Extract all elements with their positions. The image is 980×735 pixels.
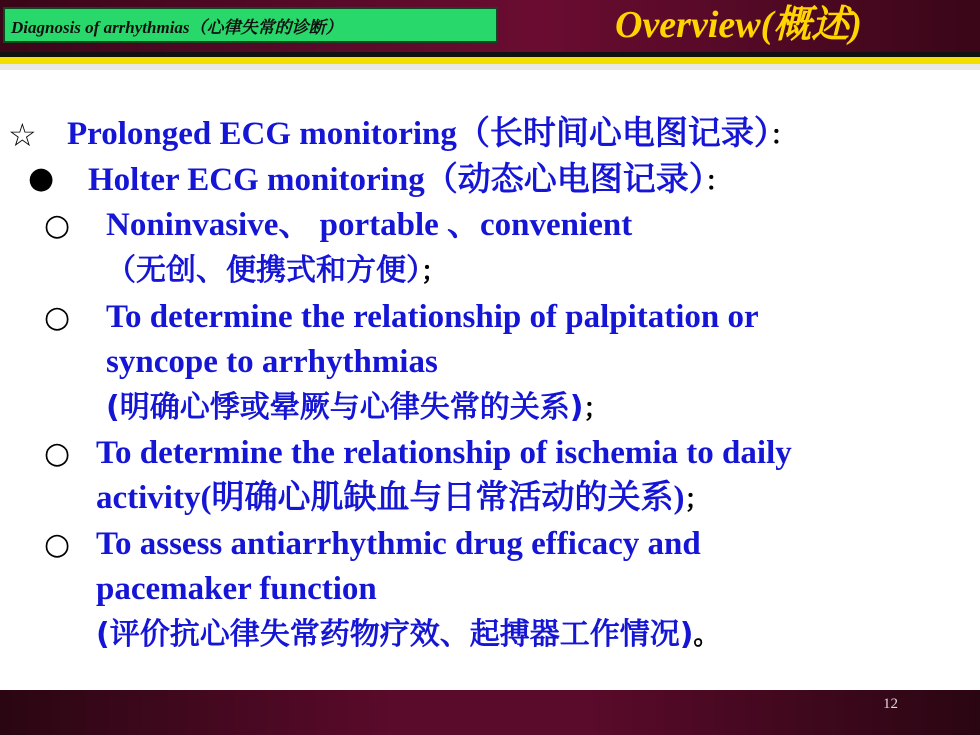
heading-colon: ： xyxy=(705,167,732,197)
circle-bullet-icon: ○ xyxy=(44,208,71,243)
point-end-mark: ； xyxy=(583,394,610,424)
point-text: To assess antiarrhythmic drug efficacy and xyxy=(96,526,701,562)
point-text-cn xyxy=(106,248,447,294)
point-text-cn-body: (评价抗心律失常药物疗效、起搏器工作情况) xyxy=(96,617,694,652)
heading-colon: ： xyxy=(770,121,797,151)
point-text: To determine the relationship of ischemia to daily xyxy=(96,435,792,471)
section-tag: Diagnosis of arrhythmias（心律失常的诊断） xyxy=(3,7,498,43)
page-number: 12 xyxy=(883,696,898,712)
point-text-body: activity(明确心肌缺血与日常活动的关系) xyxy=(96,480,685,516)
point-text: syncope to arrhythmias xyxy=(106,344,438,380)
bullet-heading-prolonged xyxy=(67,112,796,158)
point-text: pacemaker function xyxy=(96,571,377,607)
point-text-cn xyxy=(106,385,609,431)
slide-title: Overview(概述) xyxy=(615,4,862,46)
point-end-mark: ； xyxy=(684,485,711,515)
circle-bullet-icon: ○ xyxy=(44,300,71,335)
circle-bullet-icon: ○ xyxy=(44,527,71,562)
bullet-heading-holter xyxy=(88,158,731,204)
point-end-mark: ； xyxy=(421,257,448,287)
footer-band xyxy=(0,690,980,735)
star-bullet-icon: ☆ xyxy=(8,116,37,154)
header-band xyxy=(0,0,980,52)
point-text-cn xyxy=(96,612,719,658)
point-text-cn-body: （无创、便携式和方便） xyxy=(106,253,421,288)
point-text: Noninvasive、 portable 、convenient xyxy=(106,207,633,243)
slide-body xyxy=(0,70,980,690)
circle-bullet-icon: ○ xyxy=(44,436,71,471)
point-text: To determine the relationship of palpitation or xyxy=(106,299,759,335)
divider-yellow xyxy=(0,57,980,64)
point-end-mark: 。 xyxy=(693,621,720,651)
point-text-mixed xyxy=(96,476,710,522)
point-text-cn-body: (明确心悸或晕厥与心律失常的关系) xyxy=(106,390,584,425)
heading-text: Prolonged ECG monitoring（长时间心电图记录） xyxy=(67,116,771,152)
filled-circle-bullet-icon: ● xyxy=(28,161,55,196)
heading-text: Holter ECG monitoring（动态心电图记录） xyxy=(88,162,706,198)
